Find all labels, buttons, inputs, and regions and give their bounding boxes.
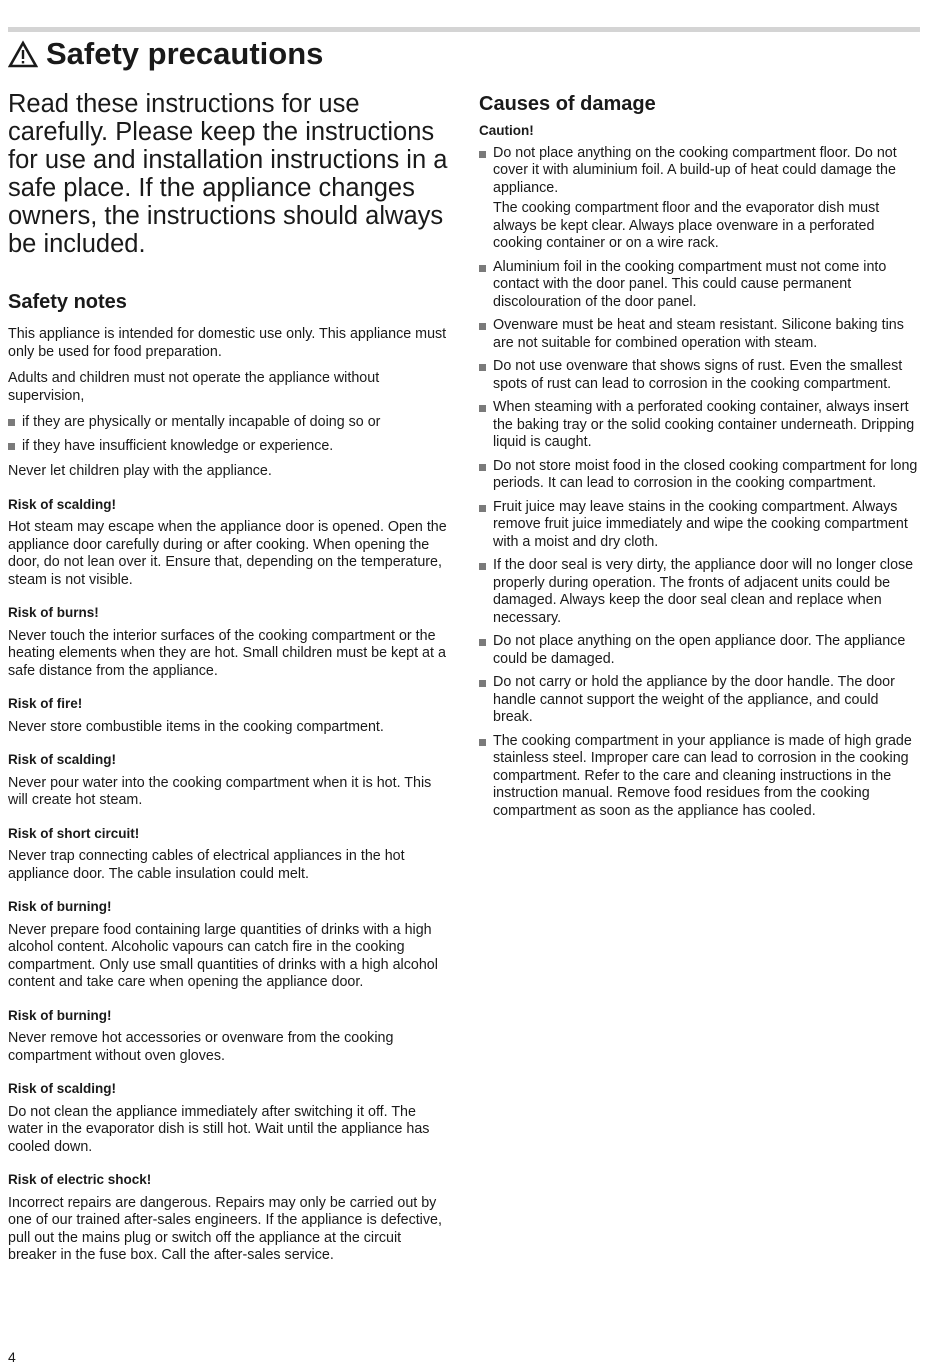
- list-item: [479, 259, 919, 312]
- risk-text: Never remove hot accessories or ovenware from the cooking compartment without oven gloves.: [8, 1030, 394, 1064]
- list-item-text: Do not use ovenware that shows signs of rust. Even the smallest spots of rust can lead to corrosion in the cooking compartment.: [493, 358, 903, 392]
- risk-text: Do not clean the appliance immediately after switching it off. The water in the evaporator dish is still hot. Wait until the appliance has cooled down.: [8, 1103, 430, 1155]
- left-column: [8, 90, 448, 1274]
- risk-block: [8, 1165, 448, 1265]
- list-item: [479, 399, 919, 452]
- risk-block: [8, 598, 448, 680]
- risk-block: [8, 1001, 448, 1066]
- list-item-text: When steaming with a perforated cooking container, always insert the baking tray or the solid cooking container underneath. Dripping liquid is caught.: [493, 399, 915, 450]
- list-item-extra-text: The cooking compartment floor and the evaporator dish must always be kept clear. Always place ovenware in a perforated cooking container or on a wire rack.: [493, 200, 880, 251]
- list-item-text: Do not place anything on the open appliance door. The appliance could be damaged.: [493, 633, 906, 667]
- list-item: [479, 499, 919, 552]
- safety-notes-paragraph: Never let children play with the appliance.: [8, 463, 272, 479]
- list-item-text: Fruit juice may leave stains in the cooking compartment. Always remove fruit juice immediately and wipe the cooking compartment with a moist and dry cloth.: [493, 498, 908, 550]
- caution-label: Caution!: [479, 123, 534, 138]
- list-item: if they have insufficient knowledge or experience.: [8, 438, 448, 456]
- list-item: [479, 317, 919, 352]
- risk-label: Risk of burning!: [8, 899, 112, 914]
- list-item: [479, 557, 919, 627]
- page-title-text: Safety precautions: [46, 36, 324, 71]
- risk-block: [8, 819, 448, 884]
- risk-label: Risk of burning!: [8, 1007, 112, 1023]
- list-item: [479, 633, 919, 668]
- list-item: [479, 458, 919, 493]
- safety-notes-paragraph: Adults and children must not operate the appliance without supervision,: [8, 370, 380, 404]
- risk-text: Incorrect repairs are dangerous. Repairs may only be carried out by one of our trained after-sales engineers. If the appliance is defective, pull out the mains plug or switch off the appliance at the circuit breaker in the fuse box. Call the after-sales service.: [8, 1194, 442, 1263]
- list-item-text: Do not place anything on the cooking compartment floor. Do not cover it with aluminium foil. A build-up of heat could damage the appliance.: [493, 144, 897, 196]
- risk-text: Never pour water into the cooking compartment when it is hot. This will create hot steam.: [8, 774, 432, 808]
- risk-block: [8, 1074, 448, 1156]
- list-item-text: Do not carry or hold the appliance by the door handle. The door handle cannot support the weight of the appliance, and could break.: [493, 674, 895, 725]
- risk-label: Risk of fire!: [8, 696, 83, 711]
- list-item: [479, 358, 919, 393]
- risk-label: Risk of burns!: [8, 605, 99, 620]
- list-item-text: The cooking compartment in your appliance is made of high grade stainless steel. Improper care can lead to corrosion in the cooking compartment. Refer to the care and cleaning instructions in the instruction manual. Remove food residues from the cooking compartment as soon as the appliance has cooled.: [493, 732, 912, 819]
- supervision-list: [8, 414, 448, 455]
- page-title: [8, 36, 323, 72]
- causes-of-damage-heading: Causes of damage: [479, 93, 656, 115]
- safety-notes-paragraph: This appliance is intended for domestic use only. This appliance must only be used for food preparation.: [8, 326, 447, 360]
- header-rule: [8, 27, 920, 32]
- list-item: [479, 733, 919, 821]
- risk-text: Never prepare food containing large quantities of drinks with a high alcohol content. Alcoholic vapours can catch fire in the cooking compartment. Only use small quantities of drinks with a high alcohol content and take care when opening the appliance door.: [8, 921, 438, 990]
- warning-triangle-icon: [8, 40, 38, 68]
- damage-list: [479, 145, 919, 821]
- risk-block: [8, 689, 448, 736]
- risk-block: [8, 892, 448, 992]
- risk-block: [8, 745, 448, 810]
- list-item-text: If the door seal is very dirty, the appliance door will no longer close properly during operation. The fronts of adjacent units could be damaged. Always keep the door seal clean and replace when necessary.: [493, 557, 914, 626]
- risk-label: Risk of scalding!: [8, 496, 117, 512]
- risk-label: Risk of electric shock!: [8, 1172, 152, 1187]
- risk-block: [8, 490, 448, 590]
- risk-text: Never trap connecting cables of electrical appliances in the hot appliance door. The cable insulation could melt.: [8, 848, 405, 882]
- safety-notes-heading: Safety notes: [8, 291, 127, 313]
- list-item-text: Do not store moist food in the closed cooking compartment for long periods. It can lead to corrosion in the cooking compartment.: [493, 457, 918, 491]
- risk-text: Hot steam may escape when the appliance door is opened. Open the appliance door carefully during or after cooking. When opening the door, do not lean over it. Ensure that, depending on the temperature, steam is not visible.: [8, 519, 447, 588]
- risk-label: Risk of scalding!: [8, 1081, 117, 1096]
- page-number: 4: [8, 1349, 16, 1365]
- right-column: [479, 90, 919, 828]
- intro-text: Read these instructions for use carefully. Please keep the instructions for use and installation instructions in a safe place. If the appliance changes owners, the instructions should always be included.: [8, 90, 448, 258]
- risk-text: Never touch the interior surfaces of the cooking compartment or the heating elements when they are hot. Small children must be kept at a safe distance from the appliance.: [8, 627, 446, 679]
- risk-text: Never store combustible items in the cooking compartment.: [8, 718, 384, 735]
- list-item: if they are physically or mentally incapable of doing so or: [8, 414, 448, 432]
- list-item-text: Aluminium foil in the cooking compartment must not come into contact with the door panel. This could cause permanent discolouration of the door panel.: [493, 258, 887, 310]
- risk-label: Risk of scalding!: [8, 752, 117, 767]
- list-item: [479, 674, 919, 727]
- risk-label: Risk of short circuit!: [8, 825, 140, 841]
- list-item-text: Ovenware must be heat and steam resistant. Silicone baking tins are not suitable for combined operation with steam.: [493, 317, 904, 351]
- list-item: [479, 145, 919, 253]
